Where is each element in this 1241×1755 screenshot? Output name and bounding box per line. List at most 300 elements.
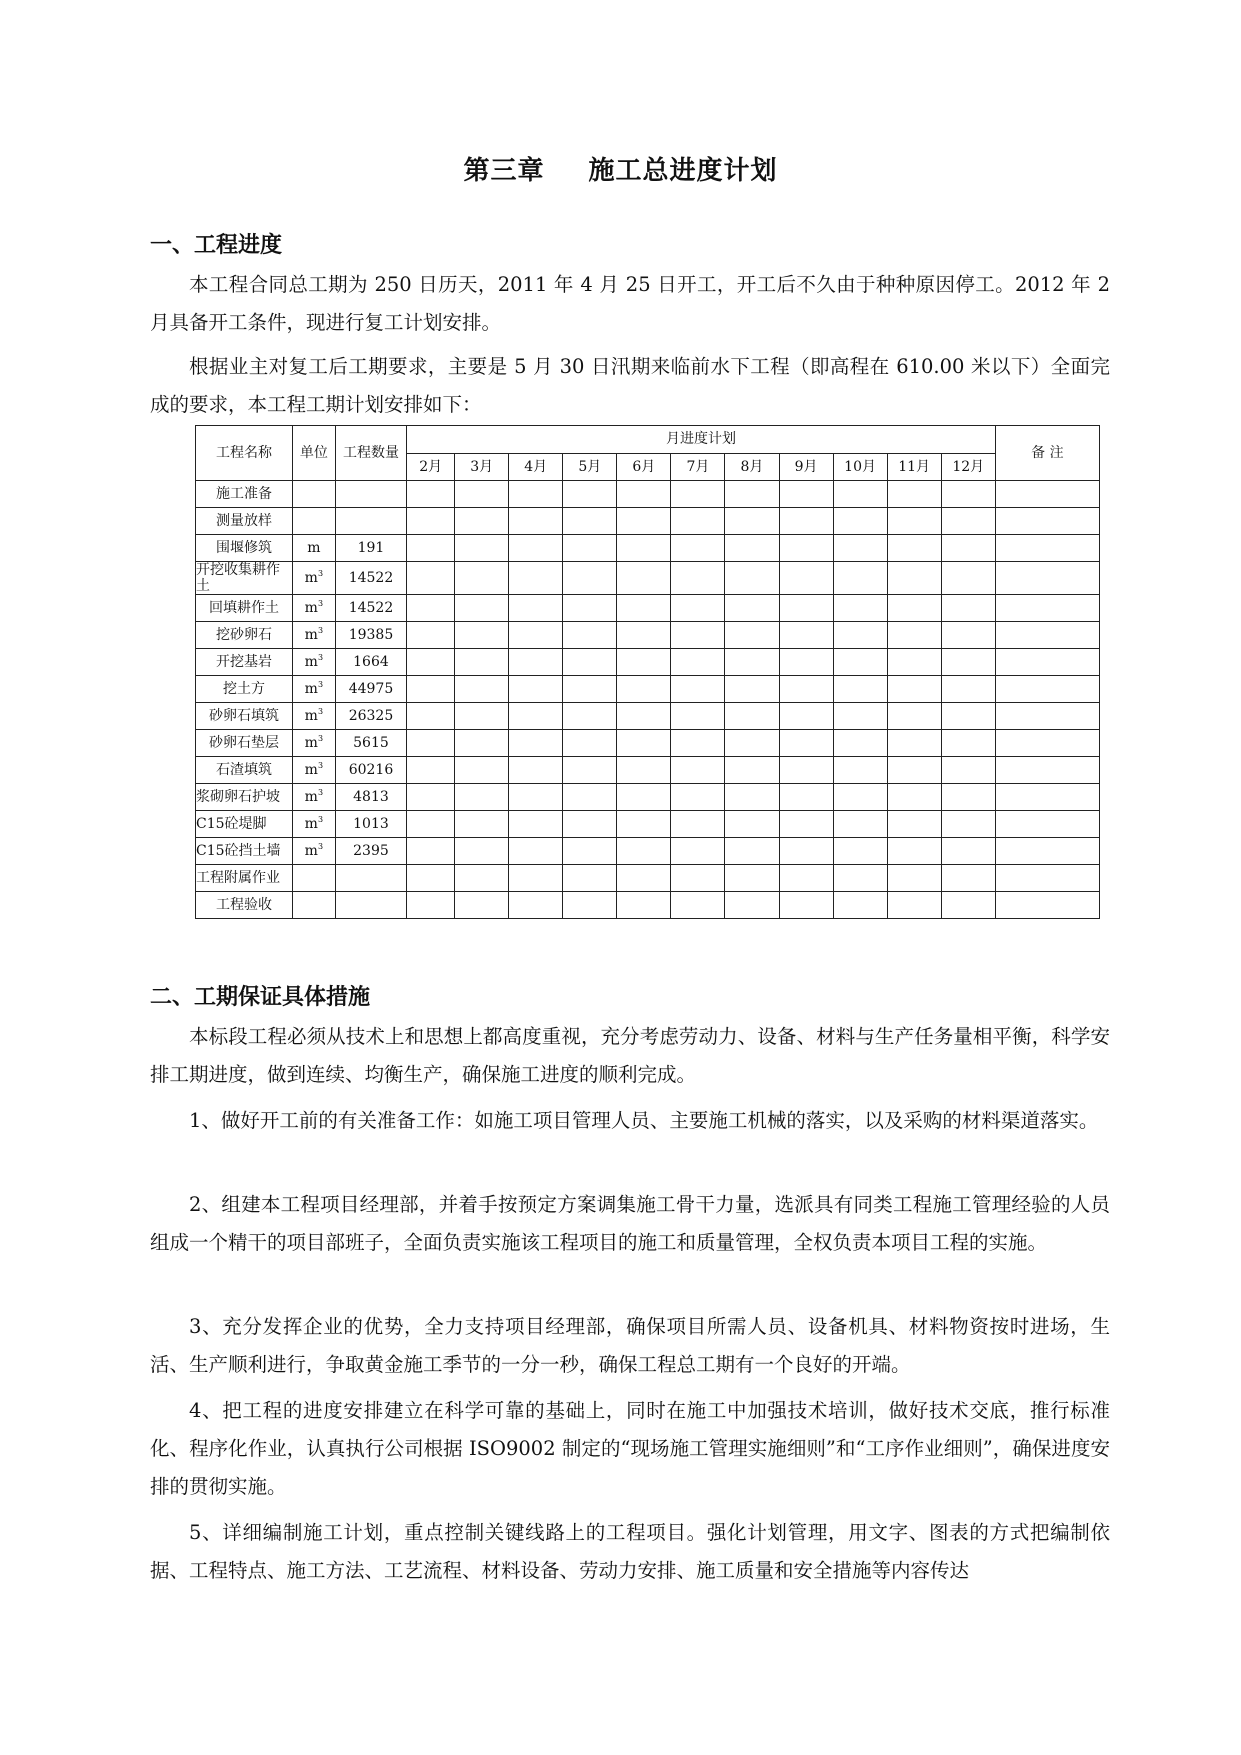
row-remark (995, 838, 1099, 865)
month-cell (725, 811, 779, 838)
row-remark (995, 730, 1099, 757)
month-header: 2月 (407, 453, 455, 481)
row-project-name: 施工准备 (196, 481, 293, 508)
month-cell (671, 757, 725, 784)
month-cell (671, 595, 725, 622)
row-unit (292, 811, 335, 838)
month-cell (887, 535, 941, 562)
month-cell (941, 892, 995, 919)
month-header: 5月 (563, 453, 617, 481)
month-cell (617, 784, 671, 811)
month-cell (833, 481, 887, 508)
month-cell (725, 784, 779, 811)
row-unit (292, 595, 335, 622)
row-unit-text: m (304, 681, 318, 697)
row-remark (995, 757, 1099, 784)
row-remark (995, 508, 1099, 535)
row-unit-exponent: 3 (317, 761, 324, 770)
row-project-name: C15砼挡土墙 (196, 838, 293, 865)
row-project-name: 浆砌卵石护坡 (196, 784, 293, 811)
month-cell (509, 784, 563, 811)
row-unit-text: m (307, 540, 321, 556)
row-unit (292, 481, 335, 508)
month-cell (887, 757, 941, 784)
row-quantity: 26325 (335, 703, 406, 730)
row-unit-exponent: 3 (317, 707, 324, 716)
schedule-body (196, 481, 1100, 919)
month-cell (407, 649, 455, 676)
month-cell (941, 757, 995, 784)
paragraph-measure-5: 5、详细编制施工计划，重点控制关键线路上的工程项目。强化计划管理，用文字、图表的方式把编制依据、工程特点、施工方法、工艺流程、材料设备、劳动力安排、施工质量和安全措施等内容传达 (150, 1521, 1110, 1582)
month-header: 7月 (671, 453, 725, 481)
row-project-name: 砂卵石填筑 (196, 703, 293, 730)
month-cell (509, 622, 563, 649)
row-unit (292, 649, 335, 676)
month-cell (563, 676, 617, 703)
table-row (196, 811, 1100, 838)
row-quantity: 2395 (335, 838, 406, 865)
row-unit-text: m (304, 816, 318, 832)
month-cell (725, 757, 779, 784)
row-remark (995, 481, 1099, 508)
row-remark (995, 676, 1099, 703)
month-cell (887, 622, 941, 649)
month-cell (941, 535, 995, 562)
month-cell (833, 811, 887, 838)
month-cell (833, 757, 887, 784)
row-unit-text: m (304, 762, 318, 778)
month-cell (887, 784, 941, 811)
table-row (196, 595, 1100, 622)
row-project-name: 工程验收 (196, 892, 293, 919)
month-cell (617, 649, 671, 676)
month-cell (887, 703, 941, 730)
row-unit (292, 757, 335, 784)
row-unit-exponent: 3 (317, 734, 324, 743)
month-cell (725, 892, 779, 919)
table-row (196, 508, 1100, 535)
row-project-name: 测量放样 (196, 508, 293, 535)
month-cell (407, 508, 455, 535)
row-project-name: 围堰修筑 (196, 535, 293, 562)
table-row (196, 838, 1100, 865)
month-cell (563, 865, 617, 892)
month-cell (941, 622, 995, 649)
month-cell (671, 676, 725, 703)
month-cell (407, 757, 455, 784)
month-cell (941, 595, 995, 622)
month-cell (779, 892, 833, 919)
month-cell (779, 676, 833, 703)
row-remark (995, 892, 1099, 919)
month-cell (887, 649, 941, 676)
header-unit: 单位 (292, 426, 335, 481)
month-cell (779, 595, 833, 622)
row-unit (292, 730, 335, 757)
row-unit (292, 562, 335, 595)
table-row (196, 676, 1100, 703)
month-cell (509, 535, 563, 562)
month-cell (887, 892, 941, 919)
month-cell (833, 508, 887, 535)
month-cell (779, 730, 833, 757)
month-cell (455, 562, 509, 595)
table-row (196, 649, 1100, 676)
month-cell (671, 622, 725, 649)
month-cell (833, 622, 887, 649)
table-row (196, 865, 1100, 892)
schedule-table (195, 425, 1100, 919)
month-cell (407, 784, 455, 811)
month-cell (563, 811, 617, 838)
row-quantity: 19385 (335, 622, 406, 649)
month-cell (455, 622, 509, 649)
month-cell (887, 811, 941, 838)
month-cell (887, 562, 941, 595)
chapter-number: 第三章 (463, 156, 545, 186)
month-cell (617, 676, 671, 703)
month-cell (455, 730, 509, 757)
month-cell (407, 535, 455, 562)
month-cell (671, 649, 725, 676)
month-header: 12月 (941, 453, 995, 481)
month-cell (887, 865, 941, 892)
month-cell (941, 838, 995, 865)
row-quantity (335, 481, 406, 508)
month-cell (941, 649, 995, 676)
month-cell (617, 730, 671, 757)
row-quantity: 4813 (335, 784, 406, 811)
row-unit-exponent: 3 (317, 815, 324, 824)
month-cell (407, 865, 455, 892)
month-cell (509, 562, 563, 595)
month-cell (407, 703, 455, 730)
row-project-name: 回填耕作土 (196, 595, 293, 622)
row-unit-exponent: 3 (317, 569, 324, 578)
paragraph-measure-1: 1、做好开工前的有关准备工作：如施工项目管理人员、主要施工机械的落实，以及采购的材料渠道落实。 (189, 1109, 1099, 1132)
month-cell (509, 811, 563, 838)
month-cell (833, 676, 887, 703)
month-cell (455, 784, 509, 811)
month-cell (455, 535, 509, 562)
row-unit-text: m (304, 570, 318, 586)
month-cell (779, 838, 833, 865)
month-cell (509, 757, 563, 784)
row-remark (995, 562, 1099, 595)
month-cell (509, 595, 563, 622)
row-unit-text: m (304, 627, 318, 643)
row-remark (995, 622, 1099, 649)
month-cell (671, 784, 725, 811)
month-cell (833, 595, 887, 622)
row-remark (995, 535, 1099, 562)
month-cell (563, 535, 617, 562)
row-unit (292, 865, 335, 892)
row-quantity (335, 865, 406, 892)
month-cell (563, 649, 617, 676)
row-project-name: 挖土方 (196, 676, 293, 703)
month-cell (779, 703, 833, 730)
month-cell (941, 562, 995, 595)
month-cell (779, 481, 833, 508)
month-cell (833, 892, 887, 919)
month-cell (455, 892, 509, 919)
row-quantity (335, 508, 406, 535)
month-cell (617, 811, 671, 838)
month-cell (833, 535, 887, 562)
month-cell (617, 481, 671, 508)
month-header: 3月 (455, 453, 509, 481)
row-unit (292, 622, 335, 649)
month-cell (617, 622, 671, 649)
month-cell (617, 865, 671, 892)
month-cell (509, 481, 563, 508)
table-row (196, 535, 1100, 562)
header-remark: 备 注 (995, 426, 1099, 481)
month-cell (779, 811, 833, 838)
month-cell (725, 730, 779, 757)
month-cell (563, 784, 617, 811)
month-cell (563, 562, 617, 595)
month-cell (671, 703, 725, 730)
month-cell (407, 595, 455, 622)
month-cell (725, 703, 779, 730)
row-unit-exponent: 3 (317, 680, 324, 689)
chapter-name: 施工总进度计划 (588, 156, 778, 186)
month-cell (455, 838, 509, 865)
table-row (196, 784, 1100, 811)
month-cell (407, 676, 455, 703)
month-cell (509, 892, 563, 919)
month-cell (617, 838, 671, 865)
row-unit-exponent: 3 (317, 653, 324, 662)
month-cell (725, 622, 779, 649)
row-unit (292, 838, 335, 865)
month-cell (671, 562, 725, 595)
row-unit-text: m (304, 789, 318, 805)
month-cell (887, 595, 941, 622)
paragraph-measures-intro: 本标段工程必须从技术上和思想上都高度重视，充分考虑劳动力、设备、材料与生产任务量相平衡，科学安排工期进度，做到连续、均衡生产，确保施工进度的顺利完成。 (150, 1025, 1110, 1086)
row-remark (995, 703, 1099, 730)
month-cell (941, 676, 995, 703)
row-remark (995, 811, 1099, 838)
table-row (196, 562, 1100, 595)
row-quantity (335, 892, 406, 919)
month-cell (617, 562, 671, 595)
month-cell (671, 730, 725, 757)
month-cell (455, 865, 509, 892)
month-cell (455, 595, 509, 622)
month-cell (833, 865, 887, 892)
month-cell (455, 481, 509, 508)
month-cell (563, 508, 617, 535)
month-cell (407, 562, 455, 595)
month-cell (725, 481, 779, 508)
month-cell (617, 757, 671, 784)
row-quantity: 5615 (335, 730, 406, 757)
table-row (196, 892, 1100, 919)
paragraph-measure-4: 4、把工程的进度安排建立在科学可靠的基础上，同时在施工中加强技术培训，做好技术交底，推行标准化、程序化作业，认真执行公司根据 ISO9002 制定的“现场施工管理实施细则”和“工序作业细则”，确保进度安排的贯彻实施。 (150, 1399, 1110, 1498)
month-cell (725, 838, 779, 865)
row-project-name: 开挖收集耕作土 (196, 562, 293, 595)
row-project-name: 砂卵石垫层 (196, 730, 293, 757)
month-cell (407, 811, 455, 838)
month-cell (407, 481, 455, 508)
row-quantity: 1664 (335, 649, 406, 676)
row-unit (292, 784, 335, 811)
month-cell (833, 562, 887, 595)
month-cell (779, 784, 833, 811)
month-cell (833, 838, 887, 865)
row-project-name: C15砼堤脚 (196, 811, 293, 838)
month-cell (563, 757, 617, 784)
month-cell (455, 508, 509, 535)
row-unit-exponent: 3 (317, 599, 324, 608)
month-cell (563, 730, 617, 757)
paragraph-measure-3: 3、充分发挥企业的优势，全力支持项目经理部，确保项目所需人员、设备机具、材料物资按时进场，生活、生产顺利进行，争取黄金施工季节的一分一秒，确保工程总工期有一个良好的开端。 (150, 1315, 1110, 1376)
row-unit (292, 535, 335, 562)
month-cell (725, 865, 779, 892)
paragraph-measure-2: 2、组建本工程项目经理部，并着手按预定方案调集施工骨干力量，选派具有同类工程施工管理经验的人员组成一个精干的项目部班子，全面负责实施该工程项目的施工和质量管理，全权负责本项目工程的实施。 (150, 1193, 1110, 1254)
month-cell (407, 622, 455, 649)
table-row (196, 757, 1100, 784)
month-cell (725, 535, 779, 562)
paragraph-schedule-requirement: 根据业主对复工后工期要求，主要是 5 月 30 日汛期来临前水下工程（即高程在 610.00 米以下）全面完成的要求，本工程工期计划安排如下： (150, 355, 1110, 416)
month-cell (455, 703, 509, 730)
month-cell (671, 838, 725, 865)
month-cell (563, 892, 617, 919)
month-cell (725, 649, 779, 676)
row-quantity: 14522 (335, 562, 406, 595)
month-cell (887, 676, 941, 703)
row-unit-text: m (304, 843, 318, 859)
month-cell (563, 595, 617, 622)
month-cell (671, 892, 725, 919)
month-cell (887, 730, 941, 757)
month-cell (941, 784, 995, 811)
month-cell (941, 730, 995, 757)
month-cell (509, 730, 563, 757)
month-cell (563, 481, 617, 508)
month-cell (779, 535, 833, 562)
month-cell (833, 649, 887, 676)
month-cell (887, 481, 941, 508)
month-cell (725, 676, 779, 703)
month-cell (671, 535, 725, 562)
month-header: 9月 (779, 453, 833, 481)
month-cell (509, 865, 563, 892)
month-cell (407, 838, 455, 865)
month-cell (455, 757, 509, 784)
row-project-name: 挖砂卵石 (196, 622, 293, 649)
row-unit (292, 703, 335, 730)
month-cell (617, 535, 671, 562)
chapter-title (0, 150, 1241, 187)
month-cell (509, 508, 563, 535)
month-cell (887, 838, 941, 865)
month-cell (509, 838, 563, 865)
month-cell (833, 730, 887, 757)
month-header: 8月 (725, 453, 779, 481)
row-project-name: 开挖基岩 (196, 649, 293, 676)
row-remark (995, 784, 1099, 811)
row-project-name: 工程附属作业 (196, 865, 293, 892)
table-row (196, 481, 1100, 508)
month-cell (455, 676, 509, 703)
row-unit-exponent: 3 (317, 842, 324, 851)
month-cell (779, 757, 833, 784)
month-cell (887, 508, 941, 535)
month-header: 10月 (833, 453, 887, 481)
month-cell (455, 649, 509, 676)
row-quantity: 1013 (335, 811, 406, 838)
month-cell (779, 622, 833, 649)
month-cell (455, 811, 509, 838)
header-project-name: 工程名称 (196, 426, 293, 481)
row-quantity: 14522 (335, 595, 406, 622)
section-heading-measures: 二、工期保证具体措施 (150, 985, 371, 1010)
row-quantity: 44975 (335, 676, 406, 703)
month-cell (725, 595, 779, 622)
row-unit (292, 892, 335, 919)
row-project-name: 石渣填筑 (196, 757, 293, 784)
month-header: 6月 (617, 453, 671, 481)
month-cell (779, 865, 833, 892)
row-unit-exponent: 3 (317, 626, 324, 635)
table-row (196, 622, 1100, 649)
month-header: 11月 (887, 453, 941, 481)
month-cell (725, 508, 779, 535)
month-cell (671, 811, 725, 838)
month-cell (407, 892, 455, 919)
month-cell (563, 622, 617, 649)
month-cell (617, 703, 671, 730)
month-cell (617, 595, 671, 622)
row-unit (292, 508, 335, 535)
month-cell (941, 811, 995, 838)
month-cell (941, 865, 995, 892)
row-unit-text: m (304, 735, 318, 751)
section-heading-progress: 一、工程进度 (150, 233, 283, 258)
month-cell (671, 865, 725, 892)
month-cell (671, 481, 725, 508)
row-remark (995, 649, 1099, 676)
month-header: 4月 (509, 453, 563, 481)
month-cell (779, 508, 833, 535)
row-quantity: 60216 (335, 757, 406, 784)
month-cell (509, 676, 563, 703)
row-unit-exponent: 3 (317, 788, 324, 797)
month-cell (509, 703, 563, 730)
month-cell (941, 481, 995, 508)
header-monthly-plan: 月进度计划 (407, 426, 996, 454)
month-cell (617, 892, 671, 919)
month-cell (563, 703, 617, 730)
row-unit-text: m (304, 600, 318, 616)
table-row (196, 730, 1100, 757)
month-cell (725, 562, 779, 595)
month-cell (941, 508, 995, 535)
month-cell (563, 838, 617, 865)
header-quantity: 工程数量 (335, 426, 406, 481)
row-unit (292, 676, 335, 703)
month-cell (617, 508, 671, 535)
month-cell (509, 649, 563, 676)
month-cell (779, 649, 833, 676)
row-unit-text: m (304, 654, 318, 670)
paragraph-contract-period: 本工程合同总工期为 250 日历天，2011 年 4 月 25 日开工，开工后不久由于种种原因停工。2012 年 2 月具备开工条件，现进行复工计划安排。 (150, 273, 1110, 334)
month-cell (779, 562, 833, 595)
